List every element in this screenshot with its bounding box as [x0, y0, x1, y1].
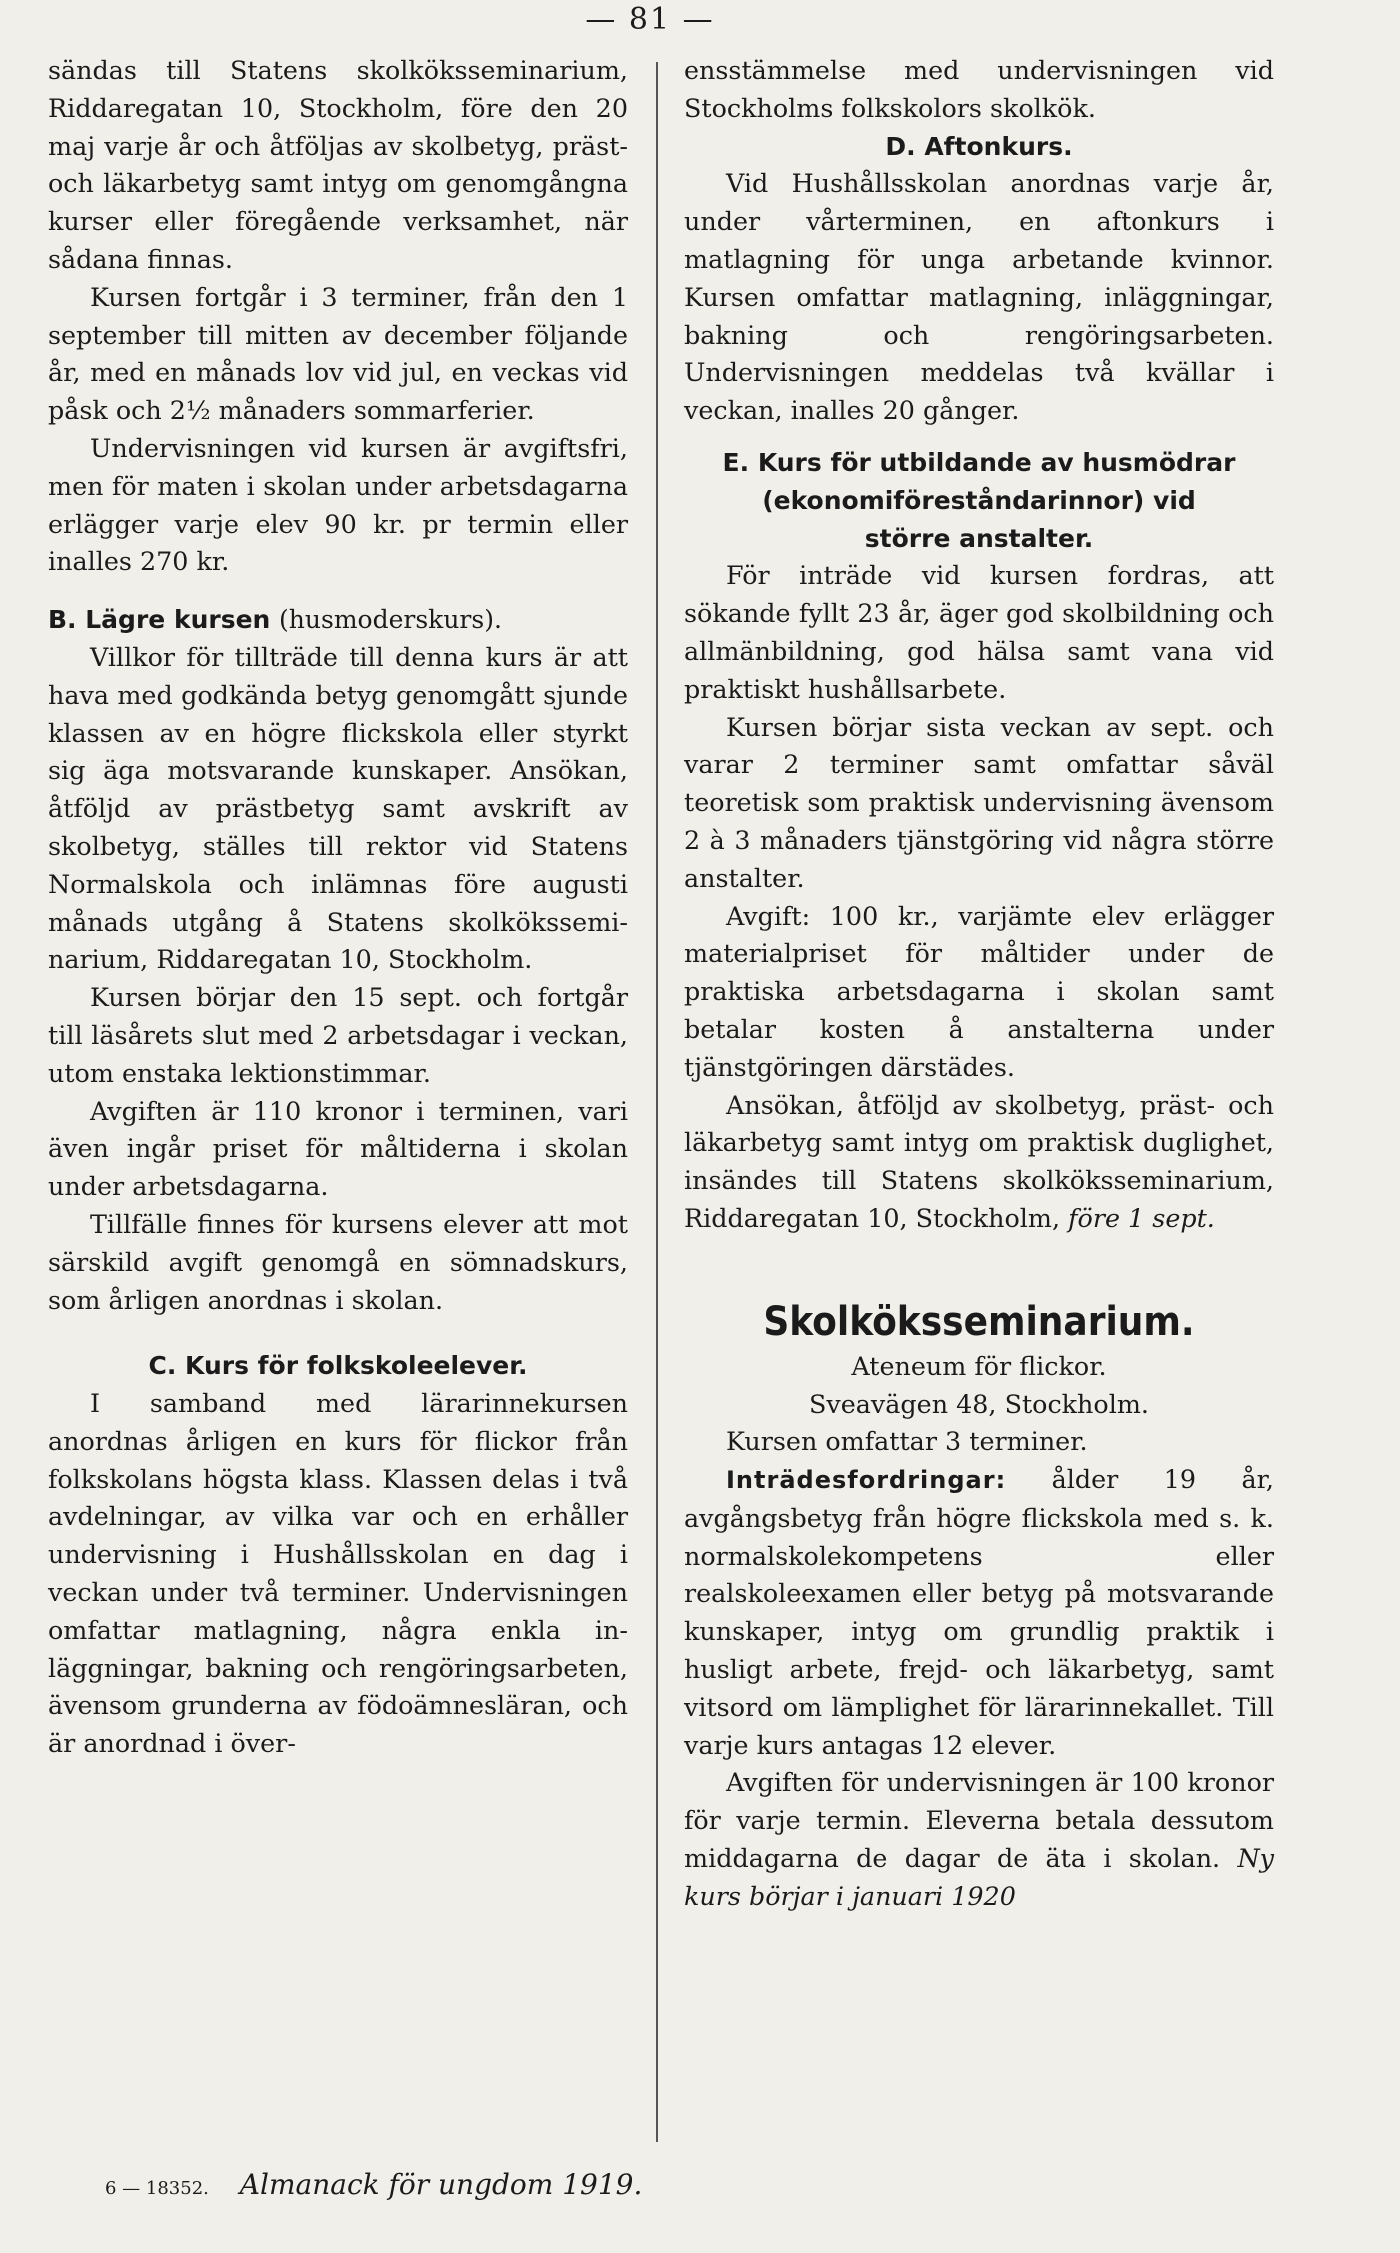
paragraph — [684, 1087, 1274, 1238]
lead-term: Inträdesfordringar: — [726, 1466, 1007, 1495]
section-heading-d: D. Aftonkurs. — [885, 131, 1073, 161]
paragraph: Villkor för tillträde till denna kurs är att hava med godkända betyg genomgått sjunde klassen av en högre flickskola eller styrkt sig äga motsvarande kunskaper. Ansökan, åtföljd av prästbetyg samt avskrift av skolbetyg, ställes till rektor vid Statens Normalskola och inlämnas före augusti månads utgång å Statens skolköksseminarium, Riddaregatan 10, Stockholm. — [48, 641, 628, 975]
address: Sveavägen 48, Stockholm. — [809, 1388, 1149, 1419]
paragraph: För inträde vid kursen fordras, att sökande fyllt 23 år, äger god skolbildning och allmänbildning, god hälsa samt vana vid praktiskt hushållsarbete. — [684, 560, 1274, 704]
section-heading-b — [48, 601, 628, 639]
paragraph — [684, 1461, 1274, 1764]
paragraph: I samband med lärarinnekursen anordnas årligen en kurs för flickor från folkskolans högsta klass. Klassen delas i två avdelningar, av vilka var och en erhåller undervisning i Hushållsskolan en dag i veckan under två terminer. Undervisningen omfattar matlagning, några enkla inläggningar, bakning och rengöringsarbeten, ävensom grunderna av födoämnesläran, och är anordnad i över- — [48, 1388, 628, 1759]
paragraph: sändas till Statens skolköksseminarium, Riddaregatan 10, Stockholm, före den 20 maj varje år och åtföljas av skolbetyg, präst- och läkarbetyg samt intyg om genomgångna kurser eller föregående verksamhet, när sådana finnas. — [48, 55, 628, 274]
paragraph-text: Avgiften för undervisningen är 100 kronor för varje termin. Eleverna betala dessutom middagarna de dagar de äta i skolan. — [684, 1767, 1274, 1874]
paragraph: Kursen börjar den 15 sept. och fortgår till läsårets slut med 2 arbetsdagar i veckan, utom enstaka lektionstimmar. — [48, 982, 628, 1088]
page-number: — 81 — — [585, 2, 715, 37]
paragraph: Undervisningen vid kursen är avgiftsfri, men för maten i skolan under arbetsdagarna erlägger varje elev 90 kr. pr termin eller inalles 270 kr. — [48, 432, 628, 577]
heading-text: B. Lägre kursen — [48, 605, 271, 635]
paragraph: Tillfälle finnes för kursens elever att mot särskild avgift genomgå en sömnadskurs, som årligen anordnas i skolan. — [48, 1208, 628, 1315]
column-divider — [656, 62, 658, 2142]
emphasis: Ny kurs börjar i januari 1920 — [684, 1843, 1275, 1911]
section-heading-e — [684, 444, 1274, 557]
heading-text-rest: (husmoderskurs). — [279, 605, 502, 635]
paragraph: Avgiften är 110 kronor i terminen, vari även ingår priset för måltiderna i skolan under arbetsdagarna. — [48, 1095, 628, 1202]
paragraph: Avgift: 100 kr., varjämte elev erlägger materialpriset för måltider under de praktiska arbetsdagarna i skolan samt betalar kosten å anstalterna under tjänstgöringen därstädes. — [684, 900, 1274, 1082]
paragraph-text: ålder 19 år, avgångsbetyg från högre flickskola med s. k. normalskolekompetens eller realskoleexamen eller betyg på motsvarande kunskaper, intyg om grundlig praktik i husligt arbete, frejd- och läkarbetyg, samt vitsord om lämplighet för lärarinnekallet. Till varje kurs antagas 12 elever. — [684, 1464, 1274, 1760]
emphasis: före 1 sept. — [1068, 1202, 1215, 1233]
paragraph: Kursen fortgår i 3 terminer, från den 1 september till mitten av december följande år, med en månads lov vid jul, en veckas vid påsk och 2½ månaders sommarferier. — [48, 281, 628, 426]
paragraph: Vid Hushållsskolan anordnas varje år, under vårterminen, en aftonkurs i matlagning för unga arbetande kvinnor. Kursen omfattar matlagning, inläggningar, bakning och rengöringsarbeten. Undervisningen meddelas två kvällar i veckan, inalles 20 gånger. — [684, 168, 1274, 426]
paragraph: Kursen börjar sista veckan av sept. och varar 2 terminer samt omfattar såväl teoretisk som praktisk undervisning ävensom 2 à 3 månaders tjänstgöring vid några större anstalter. — [684, 711, 1274, 893]
paragraph: Kursen omfattar 3 terminer. — [726, 1426, 1088, 1457]
printer-signature: 6 — 18352. — [105, 2178, 209, 2199]
left-column — [48, 52, 628, 1763]
footer — [105, 2168, 642, 2201]
paragraph-text: Ansökan, åtföljd av skolbetyg, präst- och läkarbetyg samt intyg om praktisk duglighet, insändes till Statens skolköksseminarium, Riddaregatan 10, Stockholm, — [684, 1089, 1274, 1233]
paragraph — [684, 1764, 1274, 1915]
right-column — [684, 52, 1274, 1916]
heading-text: E. Kurs för utbildande av husmödrar (ekonomiföreståndarinnor) vid — [722, 447, 1236, 515]
section-title: Skolköksseminarium. — [763, 1298, 1195, 1345]
subtitle: Ateneum för flickor. — [851, 1350, 1107, 1381]
paragraph: ensstämmelse med undervisningen vid Stockholms folkskolors skolkök. — [684, 55, 1274, 123]
heading-text-rest: större anstalter. — [864, 523, 1094, 553]
publication-title: Almanack för ungdom 1919. — [239, 2168, 643, 2201]
section-heading-c: C. Kurs för folkskoleelever. — [148, 1351, 528, 1381]
